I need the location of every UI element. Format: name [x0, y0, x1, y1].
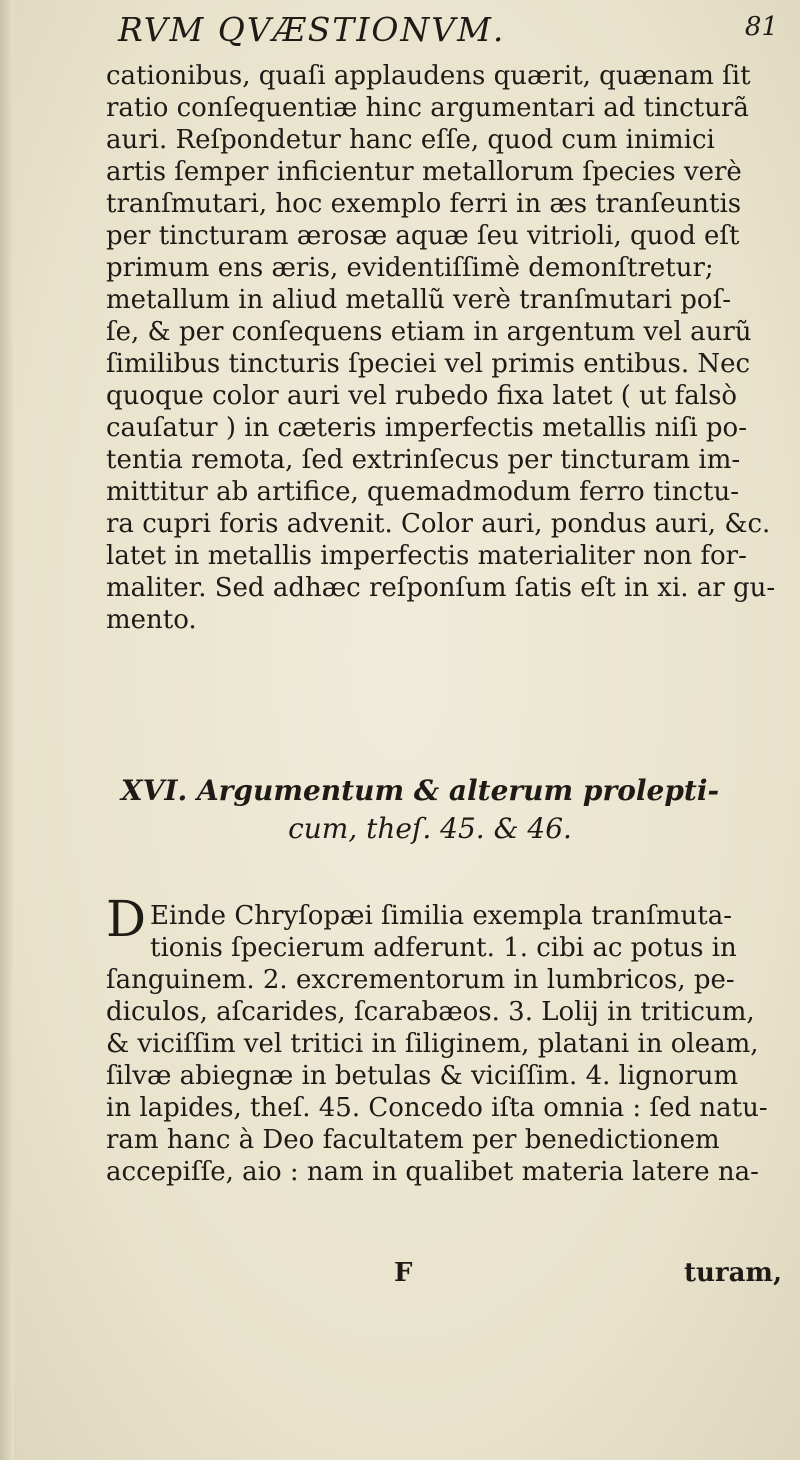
text-line: accepiſſe, aio : nam in qualibet materia latere na-: [106, 1157, 759, 1187]
paragraph-new: [106, 890, 782, 1188]
text-line: ſilvæ abiegnæ in betulas & viciſſim. 4. lignorum: [106, 1061, 739, 1091]
text-line: metallum in aliud metallũ verè tranſmutari poſ-: [106, 285, 731, 315]
drop-cap: D: [106, 890, 147, 948]
section-heading: [0, 772, 800, 882]
binding-gutter: [0, 0, 14, 1460]
text-line: ſe, & per conſequens etiam in argentum vel aurũ: [106, 317, 752, 347]
text-line: tranſmutari, hoc exemplo ferri in æs tranſeuntis: [106, 189, 742, 219]
text-line: & viciſſim vel tritici in ſiliginem, platani in oleam,: [106, 1029, 759, 1059]
text-line: in lapides, theſ. 45. Concedo iſta omnia : ſed natu-: [106, 1093, 768, 1123]
text-line: ram hanc à Deo facultatem per benedictionem: [106, 1125, 720, 1155]
text-line: mento.: [106, 605, 197, 635]
text-line: latet in metallis imperfectis materialiter non for-: [106, 541, 747, 571]
text-line: tionis ſpecierum adferunt. 1. cibi ac potus in: [150, 933, 737, 963]
running-head: [118, 6, 778, 56]
section-heading-line-1: XVI. Argumentum & alterum prolepti-: [120, 774, 720, 807]
running-title: RVM QVÆSTIONVM.: [118, 10, 506, 49]
paragraph-continued: [106, 60, 782, 636]
text-line: artis ſemper inficientur metallorum ſpecies verè: [106, 157, 742, 187]
text-line: ratio conſequentiæ hinc argumentari ad tincturã: [106, 93, 749, 123]
text-line: ra cupri foris advenit. Color auri, pondus auri, &c.: [106, 509, 771, 539]
text-line: cauſatur ) in cæteris imperfectis metallis niſi po-: [106, 413, 747, 443]
catchword: turam,: [683, 1258, 782, 1288]
text-line: cationibus, quaſi applaudens quærit, quænam ſit: [106, 61, 751, 91]
text-line: mittitur ab artifice, quemadmodum ferro tinctu-: [106, 477, 740, 507]
text-line: primum ens æris, evidentiſſimè demonſtretur;: [106, 253, 714, 283]
text-line: ſanguinem. 2. excrementorum in lumbricos, pe-: [106, 965, 735, 995]
signature-mark: F: [394, 1258, 413, 1288]
section-heading-line-2: cum, theſ. 45. & 46.: [288, 812, 572, 845]
text-line: auri. Reſpondetur hanc eſſe, quod cum inimici: [106, 125, 715, 155]
text-line: Einde Chryſopæi ſimilia exempla tranſmuta-: [150, 901, 733, 931]
page-footer: [106, 1256, 782, 1290]
text-line: tentia remota, ſed extrinſecus per tincturam im-: [106, 445, 741, 475]
text-line: quoque color auri vel rubedo fixa latet ( ut falsò: [106, 381, 738, 411]
text-line: maliter. Sed adhæc reſponſum ſatis eſt in xi. ar gu-: [106, 573, 776, 603]
text-line: ſimilibus tincturis ſpeciei vel primis entibus. Nec: [106, 349, 751, 379]
page-number: 81: [744, 12, 778, 42]
text-line: per tincturam ærosæ aquæ ſeu vitrioli, quod eſt: [106, 221, 740, 251]
text-line: diculos, aſcarides, ſcarabæos. 3. Lolij in triticum,: [106, 997, 755, 1027]
